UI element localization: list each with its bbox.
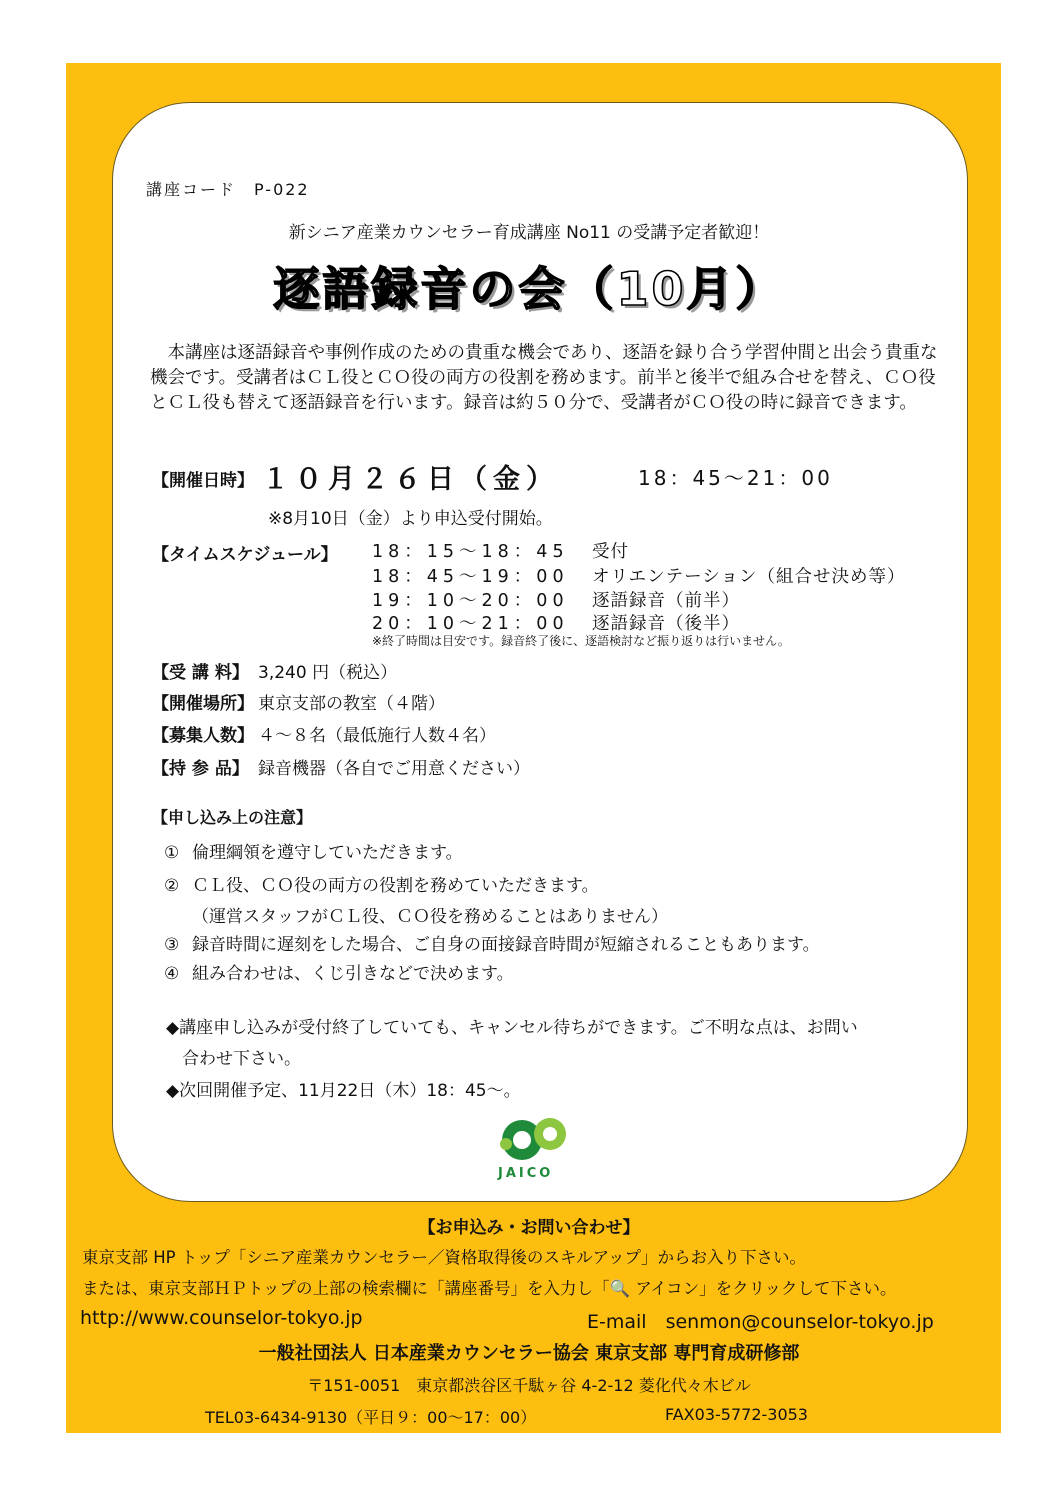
address: 〒151-0051 東京都渋谷区千駄ヶ谷 4-2-12 菱化代々木ビル — [307, 1376, 751, 1395]
registration-note: ※8月10日（金）より申込受付開始。 — [268, 509, 553, 529]
website-link[interactable]: http://www.counselor-tokyo.jp — [80, 1307, 363, 1329]
page-title: 逐語録音の会（10月） — [273, 262, 785, 316]
organization-name: 一般社団法人 日本産業カウンセラー協会 東京支部 専門育成研修部 — [258, 1343, 800, 1364]
notice-item: （運営スタッフがＣＬ役、ＣＯ役を務めることはありません） — [192, 907, 668, 927]
logo-text: JAICO — [498, 1166, 554, 1181]
notice-item: ① 倫理綱領を遵守していただきます。 — [164, 843, 463, 863]
capacity-row: 【募集人数】 ４～８名（最低施行人数４名） — [152, 726, 496, 746]
event-time: 18：45～21：00 — [638, 466, 833, 490]
next-session-note: ◆次回開催予定、11月22日（木）18：45～。 — [166, 1081, 521, 1101]
event-date: １０月２６日（金） — [262, 464, 559, 495]
notice-item: ④ 組み合わせは、くじ引きなどで決めます。 — [164, 964, 514, 984]
fax: FAX03-5772-3053 — [665, 1405, 808, 1424]
date-label: 【開催日時】 — [152, 471, 254, 491]
schedule-row: 19：10～20：00 逐語録音（前半） — [372, 591, 740, 611]
page-subtitle: 新シニア産業カウンセラー育成講座 No11 の受講予定者歓迎！ — [288, 223, 770, 243]
email-link[interactable]: E-mail senmon@counselor-tokyo.jp — [587, 1311, 934, 1333]
notice-item: ③ 録音時間に遅刻をした場合、ご自身の面接録音時間が短縮されることもあります。 — [164, 935, 820, 955]
waitlist-note: ◆講座申し込みが受付終了していても、キャンセル待ちができます。ご不明な点は、お問い — [166, 1018, 858, 1038]
schedule-label: 【タイムスケジュール】 — [152, 545, 338, 565]
course-code: 講座コード P-022 — [146, 180, 310, 199]
schedule-row: 18：15～18：45 受付 — [372, 542, 629, 562]
contact-line-1: 東京支部 HP トップ「シニア産業カウンセラー／資格取得後のスキルアップ」からお入り下さい。 — [82, 1248, 807, 1267]
notice-heading: 【申し込み上の注意】 — [152, 808, 313, 827]
schedule-row: 20：10～21：00 逐語録音（後半） — [372, 614, 740, 634]
fee-row: 【受 講 料】 3,240 円（税込） — [152, 663, 398, 683]
waitlist-note-cont: 合わせ下さい。 — [182, 1049, 301, 1069]
schedule-row: 18：45～19：00 オリエンテーション（組合せ決め等） — [372, 567, 906, 587]
contact-heading: 【お申込み・お問い合わせ】 — [418, 1218, 640, 1238]
telephone: TEL03-6434-9130（平日９：00～17：00） — [205, 1408, 537, 1427]
notice-item: ② ＣＬ役、ＣＯ役の両方の役割を務めていただきます。 — [164, 876, 599, 896]
location-row: 【開催場所】 東京支部の教室（４階） — [152, 694, 445, 714]
items-row: 【持 参 品】 録音機器（各自でご用意ください） — [152, 759, 530, 779]
contact-line-2: または、東京支部ＨＰトップの上部の検索欄に「講座番号」を入力し「🔍 アイコン」をクリックして下さい。 — [82, 1279, 897, 1298]
intro-paragraph: 本講座は逐語録音や事例作成のための貴重な機会であり、逐語を録り合う学習仲間と出会う貴重な機会です。受講者はＣＬ役とＣＯ役の両方の役割を務めます。前半と後半で組み合せを替え、ＣＯ役とＣＬ役も替えて逐語録音を行います。録音は約５０分で、受講者がＣＯ役の時に録音できます。 — [150, 343, 938, 413]
schedule-note: ※終了時間は目安です。録音終了後に、逐語検討など振り返りは行いません。 — [372, 634, 790, 648]
